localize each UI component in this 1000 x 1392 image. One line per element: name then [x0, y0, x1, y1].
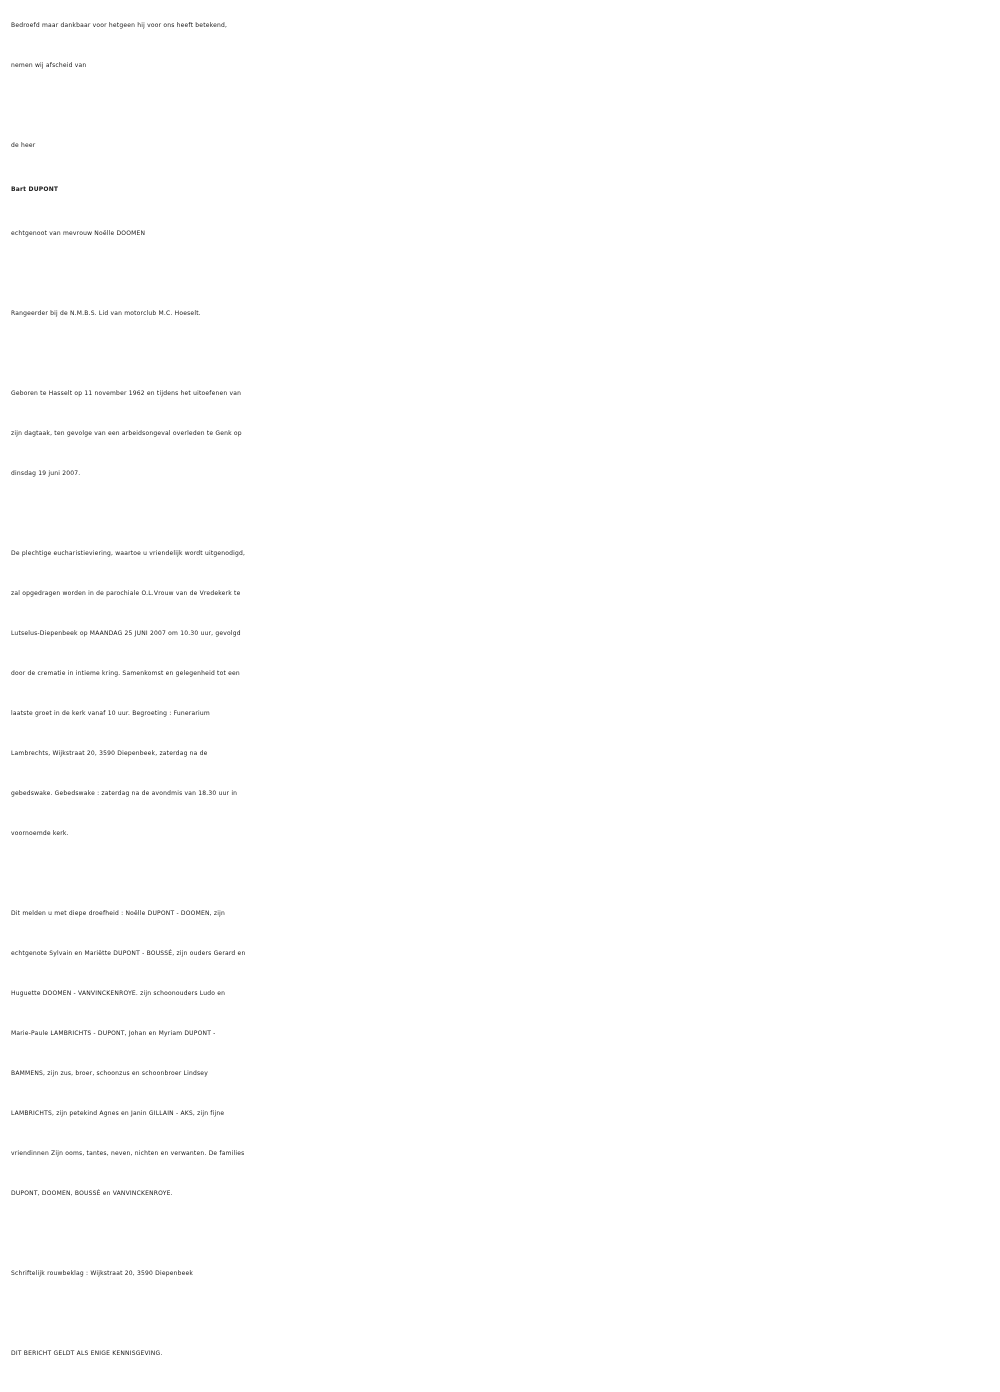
family-paragraph	[11, 894, 991, 1214]
paragraph-line: BAMMENS, zijn zus, broer, schoonzus en schoonbroer Lindsey	[11, 1070, 208, 1077]
paragraph-line: Lutselus-Diepenbeek op MAANDAG 25 JUNI 2007 om 10.30 uur, gevolgd	[11, 630, 241, 637]
spacer	[11, 1294, 991, 1334]
paragraph-line: door de crematie in intieme kring. Samenkomst en gelegenheid tot een	[11, 670, 240, 677]
paragraph-line: Marie-Paule LAMBRICHTS - DUPONT, Johan en Myriam DUPONT -	[11, 1030, 216, 1037]
ceremony-paragraph	[11, 534, 991, 854]
paragraph-line: Huguette DOOMEN - VANVINCKENROYE. zijn schoonouders Ludo en	[11, 990, 226, 997]
paragraph-line: zal opgedragen worden in de parochiale O.L.Vrouw van de Vredekerk te	[11, 590, 241, 597]
official-notice: DIT BERICHT GELDT ALS ENIGE KENNISGEVING.	[11, 1350, 163, 1357]
person-title: de heer	[11, 142, 36, 149]
paragraph-line: De plechtige eucharistieviering, waartoe u vriendelijk wordt uitgenodigd,	[11, 550, 246, 557]
paragraph-line: Geboren te Hasselt op 11 november 1962 en tijdens het uitoefenen van	[11, 390, 242, 397]
spacer	[11, 334, 991, 374]
condolences-address: Schriftelijk rouwbeklag : Wijkstraat 20, 3590 Diepenbeek	[11, 1270, 194, 1277]
spouse-line: echtgenoot van mevrouw Noëlle DOOMEN	[11, 230, 146, 237]
paragraph-line: Lambrechts, Wijkstraat 20, 3590 Diepenbeek, zaterdag na de	[11, 750, 208, 757]
deceased-name: Bart DUPONT	[11, 186, 59, 193]
paragraph-line: dinsdag 19 juni 2007.	[11, 470, 81, 477]
spacer	[11, 86, 991, 126]
occupation-line: Rangeerder bij de N.M.B.S. Lid van motorclub M.C. Hoeselt.	[11, 310, 201, 317]
paragraph-line: zijn dagtaak, ten gevolge van een arbeidsongeval overleden te Genk op	[11, 430, 242, 437]
paragraph-line: DUPONT, DOOMEN, BOUSSÉ en VANVINCKENROYE.	[11, 1190, 173, 1197]
birth-death-paragraph	[11, 374, 991, 494]
spacer	[11, 1214, 991, 1254]
spacer	[11, 254, 991, 294]
obituary-document	[11, 6, 991, 1374]
intro-line-1: Bedroefd maar dankbaar voor hetgeen hij voor ons heeft betekend,	[11, 22, 228, 29]
spacer	[11, 494, 991, 534]
paragraph-line: laatste groet in de kerk vanaf 10 uur. Begroeting : Funerarium	[11, 710, 210, 717]
intro-line-2: nemen wij afscheid van	[11, 62, 87, 69]
paragraph-line: voornoemde kerk.	[11, 830, 69, 837]
paragraph-line: Dit melden u met diepe droefheid : Noëlle DUPONT - DOOMEN, zijn	[11, 910, 225, 917]
paragraph-line: LAMBRICHTS, zijn petekind Agnes en Janin GILLAIN - AKS, zijn fijne	[11, 1110, 225, 1117]
paragraph-line: vriendinnen Zijn ooms, tantes, neven, nichten en verwanten. De families	[11, 1150, 245, 1157]
spacer	[11, 854, 991, 894]
paragraph-line: gebedswake. Gebedswake : zaterdag na de avondmis van 18.30 uur in	[11, 790, 238, 797]
paragraph-line: echtgenote Sylvain en Mariëtte DUPONT - BOUSSÉ, zijn ouders Gerard en	[11, 950, 246, 957]
